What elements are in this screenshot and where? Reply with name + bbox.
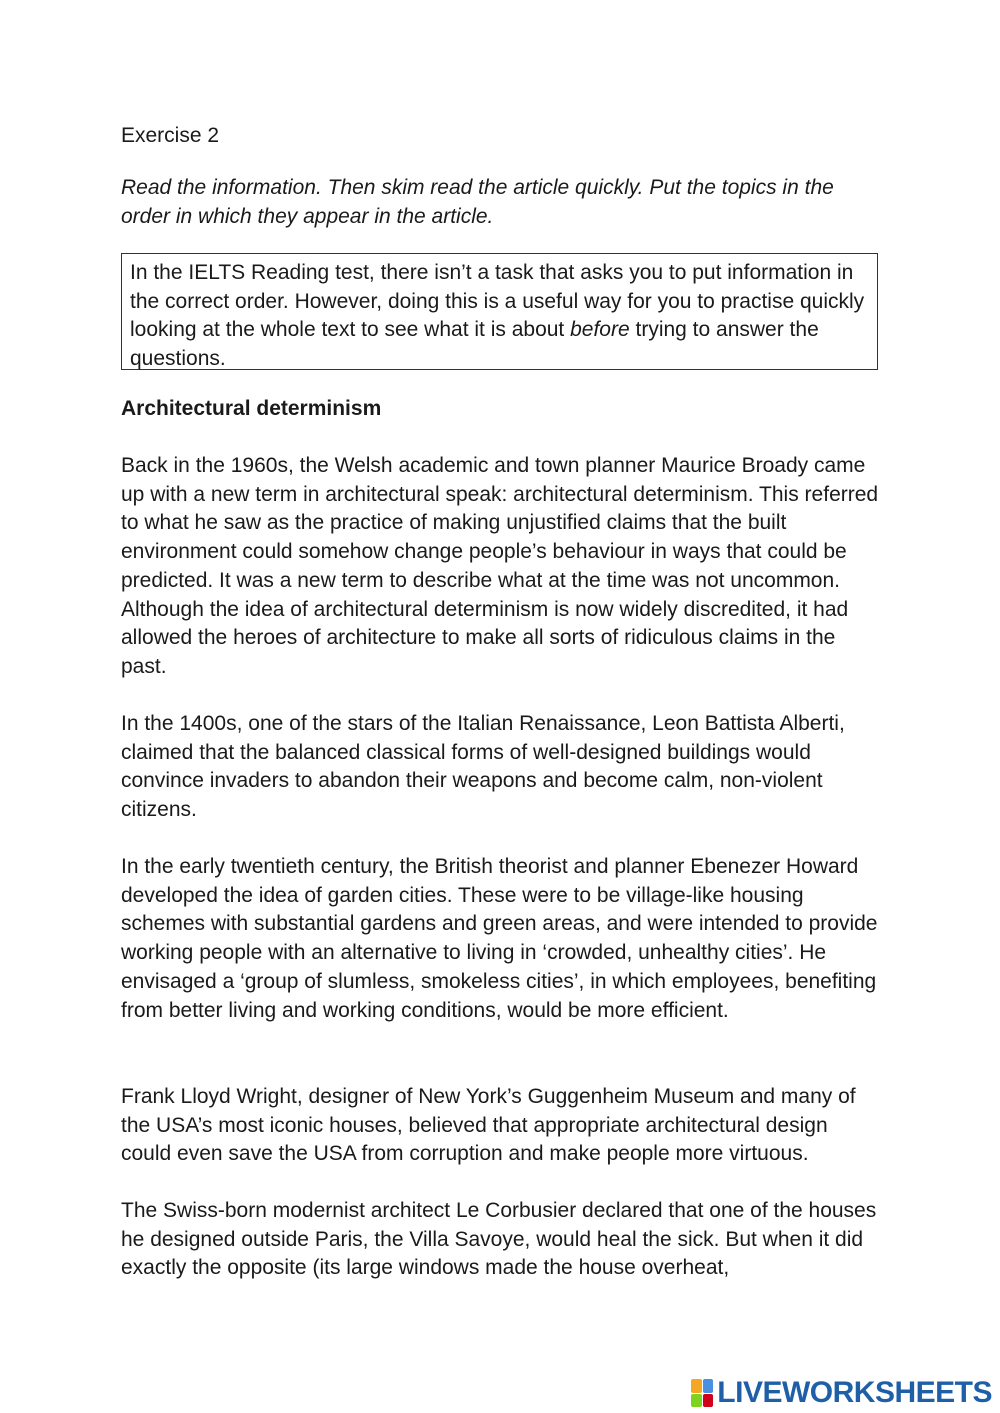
info-box-text-before: In the IELTS Reading test, there isn’t a task that asks you to put information in the correct order. However, doing this is a useful way for you to practise quickly looking at the whole text to see what it is about xyxy=(130,261,865,341)
info-box-emphasis: before xyxy=(570,318,630,341)
article-paragraph-3: In the early twentieth century, the British theorist and planner Ebenezer Howard developed the idea of garden cities. These were to be village-like housing schemes with substantial gardens and green areas, and were intended to provide working people with an alternative to living in ‘crowded, unhealthy cities’. He envisaged a ‘group of slumless, smokeless cities’, in which employees, benefiting from better living and working conditions, would be more efficient. xyxy=(121,855,878,1022)
exercise-title: Exercise 2 xyxy=(121,124,220,147)
liveworksheets-logo-icon xyxy=(691,1379,713,1407)
liveworksheets-logo-text: LIVEWORKSHEETS xyxy=(717,1376,992,1409)
article-paragraph-2: In the 1400s, one of the stars of the Italian Renaissance, Leon Battista Alberti, claimed that the balanced classical forms of well-designed buildings would convince invaders to abandon their weapons and become calm, non-violent citizens. xyxy=(121,712,845,822)
article-paragraph-5: The Swiss-born modernist architect Le Corbusier declared that one of the houses he designed outside Paris, the Villa Savoye, would heal the sick. But when it did exactly the opposite (its large windows made the house overheat, xyxy=(121,1199,877,1280)
instruction-text: Read the information. Then skim read the article quickly. Put the topics in the order in which they appear in the article. xyxy=(121,176,834,228)
article-title: Architectural determinism xyxy=(121,397,382,420)
article-paragraph-1: Back in the 1960s, the Welsh academic and town planner Maurice Broady came up with a new term in architectural speak: architectural determinism. This referred to what he saw as the practice of making unjustified claims that the built environment could somehow change people’s behaviour in ways that could be predicted. It was a new term to describe what at the time was not uncommon. Although the idea of architectural determinism is now widely discredited, it had allowed the heroes of architecture to make all sorts of ridiculous claims in the past. xyxy=(121,454,879,678)
liveworksheets-logo xyxy=(691,1376,992,1410)
article-paragraph-4: Frank Lloyd Wright, designer of New York’s Guggenheim Museum and many of the USA’s most iconic houses, believed that appropriate architectural design could even save the USA from corruption and make people more virtuous. xyxy=(121,1085,856,1166)
info-box xyxy=(121,253,878,370)
info-box-text-after: trying to answer the questions. xyxy=(130,318,819,370)
